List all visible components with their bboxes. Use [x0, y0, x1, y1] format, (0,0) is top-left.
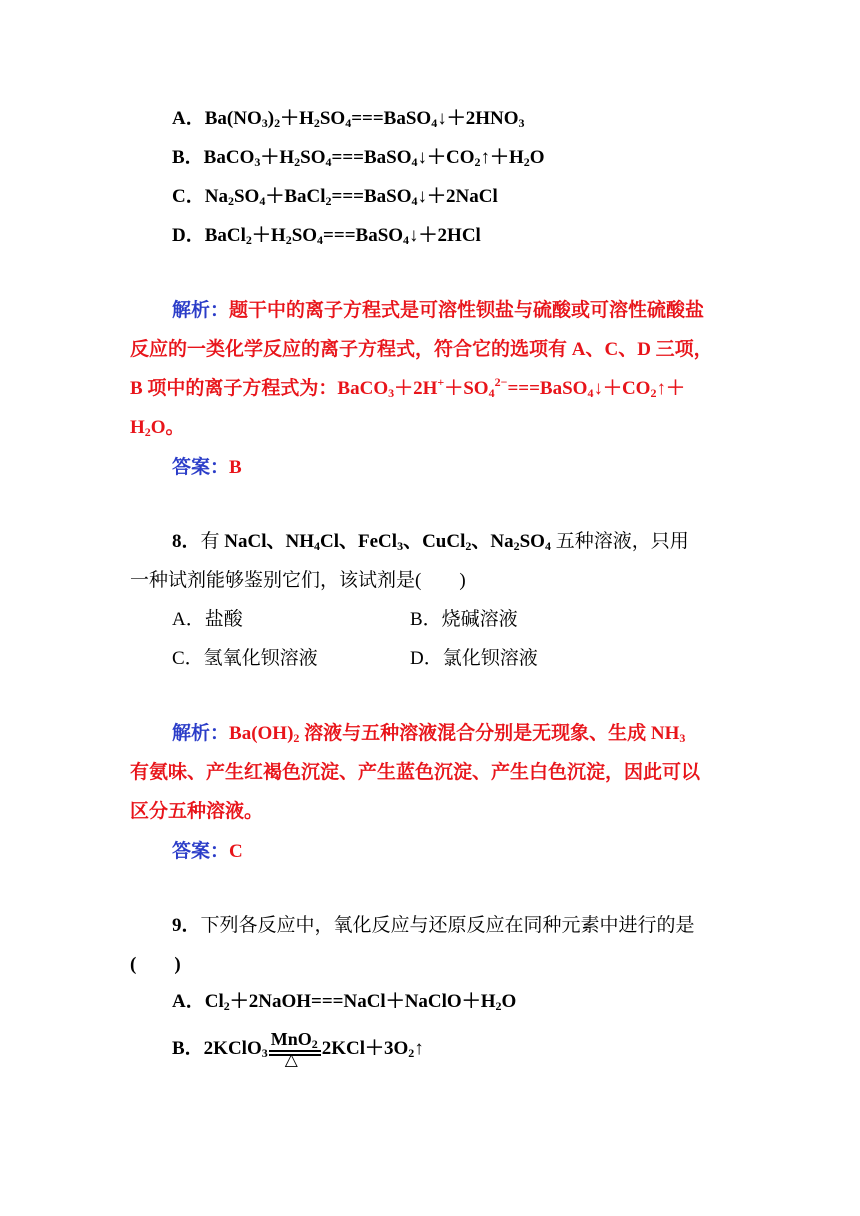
q7-analysis-line4	[130, 416, 185, 440]
q8-option-b-text: B．烧碱溶液	[410, 609, 518, 630]
q9-stem-text-1: 9．下列各反应中，氧化反应与还原反应在同种元素中进行的是	[172, 915, 695, 936]
q9-option-b-prefix: B．2KClO$_3$	[172, 1038, 268, 1060]
q7-option-d	[172, 224, 481, 248]
q8-option-d	[410, 647, 538, 671]
q7-option-c	[172, 185, 498, 209]
q8-analysis-text-2: 有氨味、产生红褐色沉淀、产生蓝色沉淀、产生白色沉淀，因此可以	[130, 762, 701, 783]
catalyst-label: MnO$_2$	[270, 1029, 318, 1051]
q8-answer-value: C	[229, 841, 243, 862]
q7-option-b-text: B．$BaCO_3+H_2SO_4===BaSO_4↓+CO_2↑+H_2O$	[172, 147, 545, 169]
q8-analysis-label: 解析：	[172, 723, 230, 744]
q8-analysis-line2	[130, 761, 700, 785]
q8-option-c-text: C．氢氧化钡溶液	[172, 648, 318, 669]
q7-option-a	[172, 107, 524, 131]
q9-option-a-text: A．$Cl_2+2NaOH===NaCl+NaClO+H_2O$	[172, 991, 517, 1013]
q7-analysis-line1	[172, 299, 704, 323]
q8-answer-label: 答案：	[172, 841, 230, 862]
q8-analysis-line1	[172, 722, 685, 746]
q8-option-c	[172, 647, 318, 671]
q7-analysis-text-4: $H_2O$。	[130, 417, 185, 439]
q8-option-a-text: A．盐酸	[172, 609, 243, 630]
q7-answer-value: B	[229, 457, 242, 478]
q8-stem-text-2: 一种试剂能够鉴别它们，该试剂是( )	[130, 570, 466, 591]
q8-stem-text-1: 8．有 NaCl、$NH_4Cl$、FeCl$_3$、CuCl$_2$、$Na_2SO_4$ 五种溶液，只用	[172, 531, 689, 553]
q7-analysis-text-2: 反应的一类化学反应的离子方程式，符合它的选项有 A、C、D 三项，	[130, 339, 713, 360]
q7-option-b	[172, 146, 545, 170]
q8-option-b	[410, 608, 518, 632]
q7-answer	[172, 456, 242, 480]
q8-analysis-line3	[130, 800, 263, 824]
heat-triangle-icon: △	[284, 1050, 298, 1069]
q9-option-a	[172, 990, 516, 1014]
reaction-condition-arrow	[269, 1029, 321, 1069]
q7-analysis-text-3: B 项中的离子方程式为：$BaCO_3+2H^++SO_4^{2-}===BaSO_4↓+CO_2↑+$	[130, 375, 685, 400]
q9-stem-line2	[130, 953, 181, 977]
q8-option-a	[172, 608, 243, 632]
q8-analysis-text-3: 区分五种溶液。	[130, 801, 264, 822]
q7-analysis-line3	[130, 377, 685, 401]
q7-option-c-text: C．$Na_2SO_4+BaCl_2===BaSO_4↓+2NaCl$	[172, 186, 498, 208]
q7-option-d-text: D．$BaCl_2+H_2SO_4===BaSO_4↓+2HCl$	[172, 225, 481, 247]
q8-stem-line2	[130, 569, 466, 593]
q8-stem-line1	[172, 530, 689, 554]
q7-option-a-text: A．$Ba(NO_3)_2+H_2SO_4===BaSO_4↓+2HNO_3$	[172, 108, 525, 130]
q9-option-b-suffix: $2KCl+3O_2↑$	[321, 1038, 424, 1060]
q9-stem-line1	[172, 914, 695, 938]
q8-option-d-text: D．氯化钡溶液	[410, 648, 538, 669]
q7-analysis-text-1: 题干中的离子方程式是可溶性钡盐与硫酸或可溶性硫酸盐	[229, 300, 705, 321]
q7-analysis-line2	[130, 338, 713, 362]
q8-answer	[172, 840, 243, 864]
q8-analysis-text-1: $Ba(OH)_2$ 溶液与五种溶液混合分别是无现象、生成 $NH_3$	[229, 723, 686, 745]
q9-option-b	[172, 1029, 424, 1069]
q9-stem-text-2: ( )	[130, 954, 181, 975]
q7-answer-label: 答案：	[172, 457, 230, 478]
q7-analysis-label: 解析：	[172, 300, 230, 321]
